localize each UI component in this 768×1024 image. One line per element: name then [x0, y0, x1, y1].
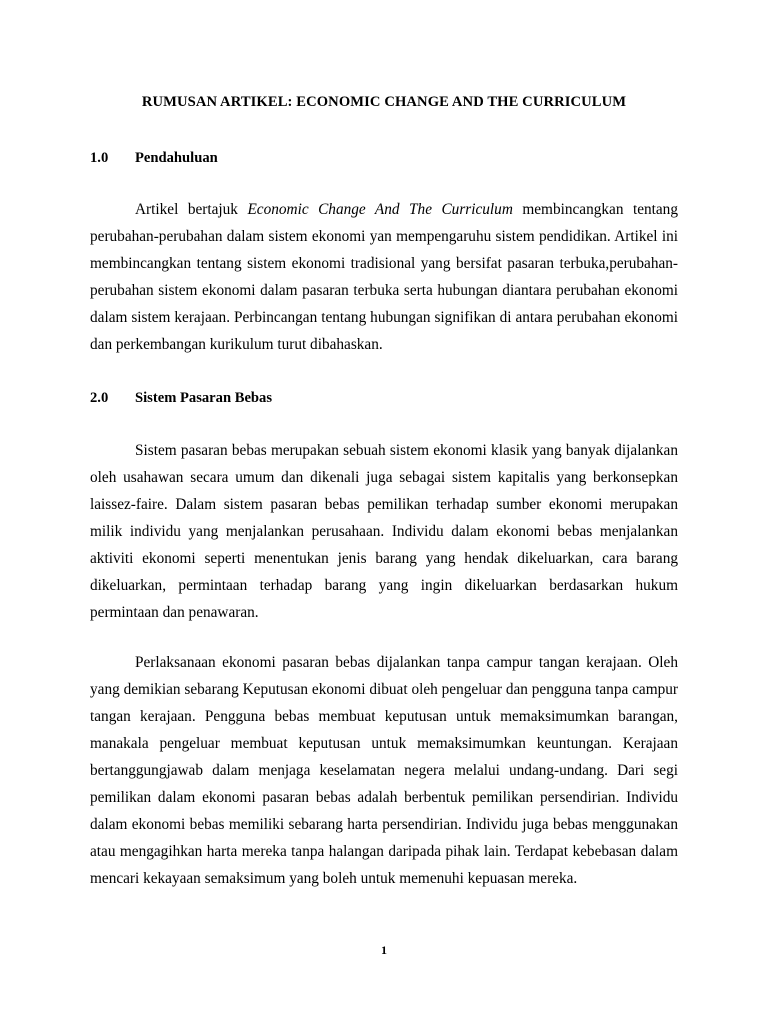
section-title: Pendahuluan	[135, 150, 218, 166]
section-heading-pendahuluan	[90, 149, 218, 167]
page-number: 1	[381, 943, 387, 957]
paragraph-text: Artikel bertajuk	[135, 201, 248, 218]
section-title: Sistem Pasaran Bebas	[135, 390, 273, 406]
section-heading-sistem-pasaran-bebas	[90, 389, 272, 407]
paragraph-sistem-pasaran-1: Sistem pasaran bebas merupakan sebuah sistem ekonomi klasik yang banyak dijalankan oleh usahawan secara umum dan dikenali juga sebagai sistem kapitalis yang berkonsepkan laissez-faire. Dalam sistem pasaran bebas pemilikan terhadap sumber ekonomi merupakan milik individu yang menjalankan perusahaan. Individu dalam ekonomi bebas menjalankan aktiviti ekonomi seperti menentukan jenis barang yang hendak dikeluarkan, cara barang dikeluarkan, permintaan terhadap barang yang ingin dikeluarkan berdasarkan hukum permintaan dan penawaran.	[90, 442, 678, 621]
paragraph-pendahuluan	[90, 196, 678, 358]
paragraph-sistem-pasaran-2: Perlaksanaan ekonomi pasaran bebas dijalankan tanpa campur tangan kerajaan. Oleh yang demikian sebarang Keputusan ekonomi dibuat oleh pengeluar dan pengguna tanpa campur tangan kerajaan. Pengguna bebas membuat keputusan untuk memaksimumkan barangan, manakala pengeluar membuat keputusan untuk memaksimumkan keuntungan. Kerajaan bertanggungjawab dalam menjaga keselamatan negera melalui undang-undang. Dari segi pemilikan dalam ekonomi pasaran bebas adalah berbentuk pemilikan persendirian. Individu dalam ekonomi bebas memiliki sebarang harta persendirian. Individu juga bebas menggunakan atau mengagihkan harta mereka tanpa halangan daripada pihak lain. Terdapat kebebasan dalam mencari kekayaan semaksimum yang boleh untuk memenuhi kepuasan mereka.	[90, 654, 678, 887]
paragraph-text: membincangkan tentang perubahan-perubahan dalam sistem ekonomi yan mempengaruhu sistem pendidikan. Artikel ini membincangkan tentang sistem ekonomi tradisional yang bersifat pasaran terbuka,perubahan-perubahan sistem ekonomi dalam pasaran terbuka serta hubungan diantara perubahan ekonomi dalam sistem kerajaan. Perbincangan tentang hubungan signifikan di antara perubahan ekonomi dan perkembangan kurikulum turut dibahaskan.	[90, 201, 678, 353]
section-number: 1.0	[90, 150, 109, 166]
document-title: RUMUSAN ARTIKEL: ECONOMIC CHANGE AND THE CURRICULUM	[141, 94, 627, 110]
section-number: 2.0	[90, 390, 109, 406]
article-title-italic: Economic Change And The Curriculum	[247, 201, 513, 218]
